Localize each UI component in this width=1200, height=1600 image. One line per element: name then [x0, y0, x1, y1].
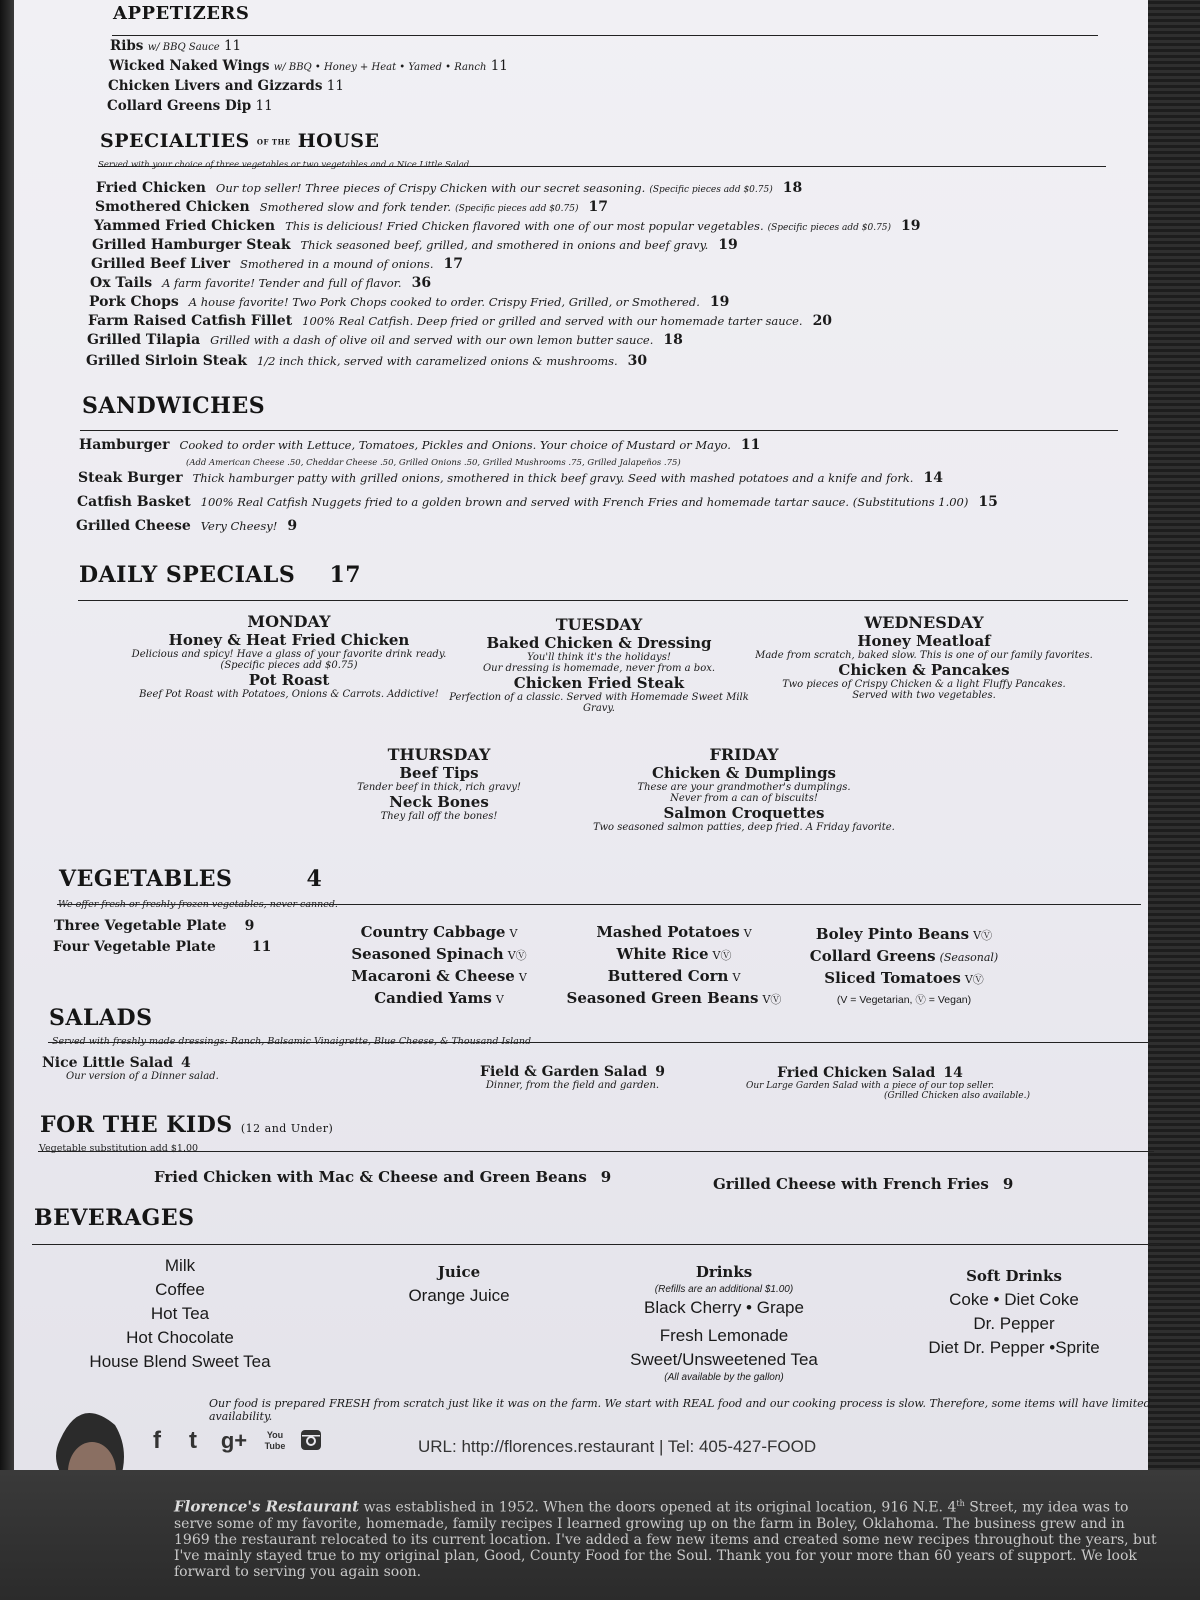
beverage-col-juice: [369, 1260, 549, 1308]
beverage-heading: Juice: [437, 1263, 481, 1281]
special-monday: [124, 612, 454, 700]
daily-specials-title: [79, 562, 361, 588]
veg-name: Seasoned Spinach: [351, 945, 504, 963]
salad-item: [710, 1065, 1030, 1101]
specialty-price: 19: [901, 218, 921, 234]
sandwich-price: 11: [740, 437, 761, 453]
sandwich-name: Hamburger: [79, 437, 170, 453]
specialty-name: Pork Chops: [89, 294, 179, 310]
beverage-item: Hot Chocolate: [126, 1328, 234, 1347]
veg-item: [784, 946, 1024, 968]
specialty-desc: A house favorite! Two Pork Chops cooked to order. Crispy Fried, Grilled, or Smothered.: [188, 295, 700, 309]
youtube-icon[interactable]: [263, 1428, 287, 1456]
salad-item: [42, 1055, 219, 1082]
specialty-desc: A farm favorite! Tender and full of flavor.: [162, 276, 402, 290]
hamburger-addons: (Add American Cheese .50, Cheddar Cheese .50, Grilled Onions .50, Grilled Mushrooms .75, Grilled Jalapeños .75): [186, 458, 681, 468]
salad-desc: Dinner, from the field and garden.: [485, 1080, 660, 1091]
salad-price: 4: [180, 1055, 191, 1071]
veg-item: [344, 922, 534, 944]
veg-plate: [53, 939, 271, 955]
sandwiches-rule: [80, 430, 1118, 431]
sandwich-item: [78, 470, 943, 486]
day-heading: WEDNESDAY: [864, 613, 984, 632]
kids-item-price: 9: [600, 1168, 612, 1186]
day-heading: FRIDAY: [709, 745, 779, 764]
specialty-item: [92, 237, 738, 253]
specialties-title-a: SPECIALTIES: [100, 130, 250, 152]
salad-desc: Our version of a Dinner salad.: [66, 1071, 219, 1082]
specialty-sub: (Specific pieces add $0.75): [767, 223, 892, 233]
beverage-item: Hot Tea: [150, 1304, 210, 1323]
salad-name: Fried Chicken Salad: [777, 1065, 936, 1081]
beverage-item: Diet Dr. Pepper •Sprite: [928, 1338, 1100, 1357]
appetizer-price: 11: [326, 78, 344, 94]
special-desc: Two pieces of Crispy Chicken & a light Fluffy Pancakes.: [782, 679, 1066, 690]
special-thursday: [319, 745, 559, 822]
specialty-desc: Grilled with a dash of olive oil and served with our own lemon butter sauce.: [210, 333, 654, 347]
veg-tag: VⓋ: [973, 929, 993, 942]
appetizer-item: [108, 78, 344, 94]
appetizer-price: 11: [223, 38, 242, 54]
youtube-glyph: You Tube: [264, 1430, 286, 1451]
specialty-item: [95, 199, 608, 215]
google-plus-icon[interactable]: g+: [220, 1428, 248, 1453]
day-heading: MONDAY: [247, 612, 331, 631]
beverage-col-1: [80, 1254, 280, 1374]
vegetables-title: [59, 866, 322, 892]
kids-rule: [38, 1151, 1154, 1152]
veg-item: [554, 944, 794, 966]
bio-text: [174, 1496, 1164, 1580]
instagram-icon[interactable]: [299, 1428, 323, 1454]
sandwich-item: [79, 437, 760, 453]
special-desc: Beef Pot Roast with Potatoes, Onions & Carrots. Addictive!: [139, 689, 439, 700]
beverage-heading: Drinks: [695, 1263, 753, 1281]
specialty-name: Farm Raised Catfish Fillet: [88, 313, 293, 329]
day-heading: THURSDAY: [387, 745, 491, 764]
special-dish: Neck Bones: [389, 793, 489, 811]
specialty-item: [96, 180, 802, 196]
beverage-item: Black Cherry • Grape: [644, 1298, 804, 1317]
beverage-item: Fresh Lemonade: [659, 1326, 789, 1345]
beverage-col-drinks: [594, 1260, 854, 1384]
sandwich-desc: Thick hamburger patty with grilled onions, smothered in thick beef gravy. Seed with mashed potatoes and a knife and fork.: [192, 471, 914, 485]
veg-legend: (V = Vegetarian, Ⓥ = Vegan): [836, 994, 972, 1006]
vegetables-price: 4: [306, 866, 323, 892]
veg-tag: V: [732, 971, 741, 984]
sandwich-item: [77, 494, 998, 510]
special-dish: Baked Chicken & Dressing: [486, 634, 712, 652]
specialty-desc: 1/2 inch thick, served with caramelized onions & mushrooms.: [256, 354, 618, 368]
daily-specials-price: 17: [329, 562, 362, 588]
special-dish: Pot Roast: [248, 671, 330, 689]
kids-title: [40, 1112, 333, 1138]
specialty-item: [86, 353, 647, 369]
veg-plate: [54, 918, 254, 934]
veg-item: [554, 988, 794, 1010]
veg-name: Mashed Potatoes: [596, 923, 740, 941]
specialty-desc: Smothered in a mound of onions.: [239, 257, 434, 271]
sandwich-desc: Cooked to order with Lettuce, Tomatoes, Pickles and Onions. Your choice of Mustard or Mayo.: [179, 438, 731, 452]
special-dish: Salmon Croquettes: [663, 804, 825, 822]
special-desc: Two seasoned salmon patties, deep fried. A Friday favorite.: [593, 822, 895, 833]
specialty-item: [94, 218, 921, 234]
veg-col-2: [554, 922, 794, 1010]
beverages-title: BEVERAGES: [34, 1205, 195, 1231]
special-wednesday: [754, 613, 1094, 701]
veg-tag: V: [495, 993, 504, 1006]
kids-item: [713, 1175, 1013, 1193]
specialty-item: [91, 256, 463, 272]
sandwich-name: Grilled Cheese: [76, 518, 191, 534]
specialty-item: [88, 313, 832, 329]
day-heading: TUESDAY: [555, 615, 643, 634]
footer-note: Our food is prepared FRESH from scratch just like it was on the farm. We start with REAL food and our cooking process is slow. Therefore, some items will have limited availability.: [209, 1397, 1151, 1423]
special-dish: Chicken & Pancakes: [838, 661, 1010, 679]
specialty-name: Grilled Sirloin Steak: [86, 353, 247, 369]
special-sub: Our dressing is homemade, never from a box.: [482, 663, 716, 674]
specialty-desc: 100% Real Catfish. Deep fried or grilled and served with our homemade tarter sauce.: [302, 314, 803, 328]
kids-item-name: Grilled Cheese with French Fries: [713, 1175, 989, 1193]
specialty-sub: (Specific pieces add $0.75): [649, 185, 773, 195]
specialties-note: Served with your choice of three vegetables or two vegetables and a Nice Little Salad.: [98, 160, 472, 170]
special-desc: You'll think it's the holidays!: [527, 652, 671, 663]
specialty-price: 19: [718, 237, 738, 253]
special-sub: (Specific pieces add $0.75): [220, 660, 358, 671]
specialty-name: Grilled Tilapia: [87, 332, 201, 348]
beverage-heading: Soft Drinks: [966, 1267, 1062, 1285]
veg-name: Buttered Corn: [607, 967, 729, 985]
appetizer-desc: w/ BBQ Sauce: [147, 42, 220, 53]
veg-name: Sliced Tomatoes: [824, 969, 961, 987]
special-sub: Never from a can of biscuits!: [670, 793, 818, 804]
appetizer-name: Chicken Livers and Gizzards: [108, 78, 323, 94]
veg-plate-price: 11: [251, 939, 272, 955]
appetizer-desc: w/ BBQ • Honey + Heat • Yamed • Ranch: [273, 62, 487, 73]
veg-item: [784, 968, 1024, 990]
beverage-item: Milk: [164, 1256, 196, 1275]
appetizers-rule: [112, 35, 1098, 36]
veg-plate-name: Four Vegetable Plate: [53, 939, 216, 955]
veg-item: [344, 944, 534, 966]
veg-name: Candied Yams: [374, 989, 492, 1007]
veg-tag: VⓋ: [762, 993, 782, 1006]
special-desc: Tender beef in thick, rich gravy!: [357, 782, 521, 793]
special-dish: Chicken Fried Steak: [513, 674, 685, 692]
vegetables-note: We offer fresh or freshly frozen vegetables, never canned.: [58, 899, 338, 910]
appetizers-title: APPETIZERS: [113, 3, 250, 24]
salads-title: SALADS: [49, 1005, 153, 1031]
appetizer-item: [110, 38, 241, 54]
specialty-name: Smothered Chicken: [95, 199, 250, 215]
veg-tag: V: [509, 927, 518, 940]
specialty-price: 18: [782, 180, 803, 196]
appetizer-price: 11: [490, 58, 508, 74]
kids-item-name: Fried Chicken with Mac & Cheese and Green Beans: [154, 1168, 587, 1186]
binder-edge-left: [0, 0, 14, 1600]
appetizer-name: Wicked Naked Wings: [109, 58, 270, 74]
specialty-price: 36: [411, 275, 432, 291]
veg-name: White Rice: [616, 945, 709, 963]
veg-tag: VⓋ: [712, 949, 732, 962]
beverage-item: Coffee: [155, 1280, 205, 1299]
bio-text-1: was established in 1952. When the doors opened at its original location, 916 N.E. 4: [363, 1499, 957, 1516]
beverage-item: Orange Juice: [408, 1286, 510, 1305]
specialty-desc: Smothered slow and fork tender.: [259, 200, 452, 214]
salad-price: 14: [943, 1065, 963, 1081]
special-dish: Beef Tips: [399, 764, 479, 782]
salad-name: Field & Garden Salad: [480, 1064, 648, 1080]
kids-note: Vegetable substitution add $1.00: [39, 1143, 199, 1154]
menu-sheet: [14, 0, 1151, 1470]
veg-item: [344, 988, 534, 1010]
sandwich-item: [76, 518, 297, 534]
sandwich-desc: 100% Real Catfish Nuggets fried to a golden brown and served with French Fries and homemade tartar sauce. (Substitutions 1.00): [200, 495, 969, 509]
salads-note: Served with freshly made dressings: Ranch, Balsamic Vinaigrette, Blue Cheese, & Thousand Island: [52, 1036, 532, 1047]
vegetables-label: VEGETABLES: [59, 866, 233, 892]
specialty-price: 17: [588, 199, 608, 215]
veg-name: Macaroni & Cheese: [351, 967, 515, 985]
sandwich-desc: Very Cheesy!: [200, 519, 278, 533]
sandwich-name: Steak Burger: [78, 470, 183, 486]
veg-tag: (Seasonal): [939, 951, 999, 964]
sandwich-price: 15: [978, 494, 998, 510]
sandwich-name: Catfish Basket: [77, 494, 191, 510]
contact-info: URL: http://florences.restaurant | Tel: 405-427-FOOD: [418, 1437, 817, 1456]
bio-restaurant-name: Florence's Restaurant: [174, 1497, 360, 1516]
special-desc: Delicious and spicy! Have a glass of your favorite drink ready.: [131, 649, 447, 660]
specialty-name: Fried Chicken: [96, 180, 206, 196]
specialty-item: [89, 294, 729, 310]
special-dish: Honey Meatloaf: [857, 632, 991, 650]
specialty-item: [90, 275, 431, 291]
veg-item: [784, 924, 1024, 946]
specialty-name: Ox Tails: [90, 275, 153, 291]
beverage-note: (Refills are an additional $1.00): [654, 1284, 794, 1295]
specialties-title: [100, 130, 379, 152]
appetizer-item: [109, 58, 508, 74]
binder-edge-right: [1148, 0, 1200, 1600]
special-tuesday: [434, 615, 764, 714]
veg-tag: V: [518, 971, 527, 984]
veg-plate-price: 9: [244, 918, 255, 934]
veg-plate-name: Three Vegetable Plate: [54, 918, 227, 934]
veg-col-3: [784, 924, 1024, 1011]
salad-sub: (Grilled Chicken also available.): [883, 1091, 1030, 1101]
specialty-desc: Thick seasoned beef, grilled, and smothered in onions and beef gravy.: [300, 238, 709, 252]
veg-item: [344, 966, 534, 988]
kids-label: FOR THE KIDS: [40, 1112, 233, 1138]
bio-text-2: Street, my idea was to serve some of my favorite, homemade, family recipes I learned growing up on the farm in Boley, Oklahoma. The business grew and in 1969 the restaurant relocated to its current location. I've added a few new items and created some new recipes throughout the years, but I've mainly stayed true to my original plan, Good, County Food for the Soul. Thank you for your more than 60 years of support. We look forward to serving you again soon.: [174, 1499, 1157, 1580]
beverages-rule: [32, 1244, 1160, 1245]
salad-name: Nice Little Salad: [42, 1055, 173, 1071]
bio-sup: th: [956, 1499, 965, 1508]
veg-tag: V: [743, 927, 752, 940]
beverage-item: Sweet/Unsweetened Tea: [630, 1350, 818, 1369]
veg-name: Seasoned Green Beans: [566, 989, 759, 1007]
specialty-name: Grilled Hamburger Steak: [92, 237, 291, 253]
veg-item: [554, 922, 794, 944]
special-sub: Served with two vegetables.: [852, 690, 996, 701]
beverage-col-soft: [894, 1264, 1134, 1360]
beverage-item: Dr. Pepper: [973, 1314, 1055, 1333]
special-desc: They fall off the bones!: [380, 811, 498, 822]
specialty-price: 30: [627, 353, 648, 369]
specialty-name: Yammed Fried Chicken: [94, 218, 276, 234]
salad-item: [480, 1064, 665, 1091]
daily-specials-rule: [78, 600, 1128, 601]
specialty-price: 19: [709, 294, 730, 310]
special-dish: Chicken & Dumplings: [651, 764, 836, 782]
appetizer-name: Ribs: [110, 38, 144, 54]
specialty-sub: (Specific pieces add $0.75): [455, 204, 579, 214]
special-desc: Made from scratch, baked slow. This is one of our family favorites.: [755, 650, 1093, 661]
specialty-price: 17: [443, 256, 463, 272]
specialty-price: 18: [663, 332, 683, 348]
appetizer-item: [107, 98, 273, 114]
specialty-price: 20: [812, 313, 833, 329]
special-friday: [574, 745, 914, 833]
specialty-desc: Our top seller! Three pieces of Crispy Chicken with our secret seasoning.: [215, 181, 646, 195]
instagram-glyph: [299, 1428, 323, 1452]
veg-name: Country Cabbage: [360, 923, 506, 941]
veg-col-1: [344, 922, 534, 1010]
special-desc: Perfection of a classic. Served with Homemade Sweet Milk Gravy.: [449, 692, 749, 714]
specialty-name: Grilled Beef Liver: [91, 256, 230, 272]
veg-tag: VⓋ: [964, 973, 984, 986]
veg-item: [554, 966, 794, 988]
specialties-title-b: HOUSE: [297, 130, 380, 152]
salad-price: 9: [655, 1064, 665, 1080]
appetizer-price: 11: [255, 98, 273, 114]
veg-name: Boley Pinto Beans: [815, 925, 970, 943]
specialty-item: [87, 332, 683, 348]
veg-name: Collard Greens: [809, 947, 936, 965]
salad-desc: Our Large Garden Salad with a piece of our top seller.: [745, 1081, 995, 1091]
kids-item-price: 9: [1002, 1175, 1014, 1193]
kids-item: [154, 1168, 611, 1186]
sandwich-price: 9: [287, 518, 298, 534]
sandwiches-title: SANDWICHES: [82, 393, 266, 419]
beverage-item: Coke • Diet Coke: [949, 1290, 1079, 1309]
daily-specials-label: DAILY SPECIALS: [79, 562, 296, 588]
special-desc: These are your grandmother's dumplings.: [637, 782, 851, 793]
veg-tag: VⓋ: [507, 949, 527, 962]
facebook-icon[interactable]: f: [153, 1427, 161, 1454]
kids-age: (12 and Under): [240, 1122, 334, 1135]
special-dish: Honey & Heat Fried Chicken: [168, 631, 410, 649]
social-icons: [145, 1428, 323, 1456]
appetizer-name: Collard Greens Dip: [107, 98, 252, 114]
sandwich-price: 14: [923, 470, 943, 486]
specialties-title-of: OF THE: [256, 137, 291, 147]
beverage-item: House Blend Sweet Tea: [89, 1352, 271, 1371]
beverage-foot: (All available by the gallon): [664, 1372, 784, 1383]
twitter-icon[interactable]: t: [189, 1427, 197, 1454]
specialty-desc: This is delicious! Fried Chicken flavored with one of our most popular vegetables.: [285, 219, 764, 233]
